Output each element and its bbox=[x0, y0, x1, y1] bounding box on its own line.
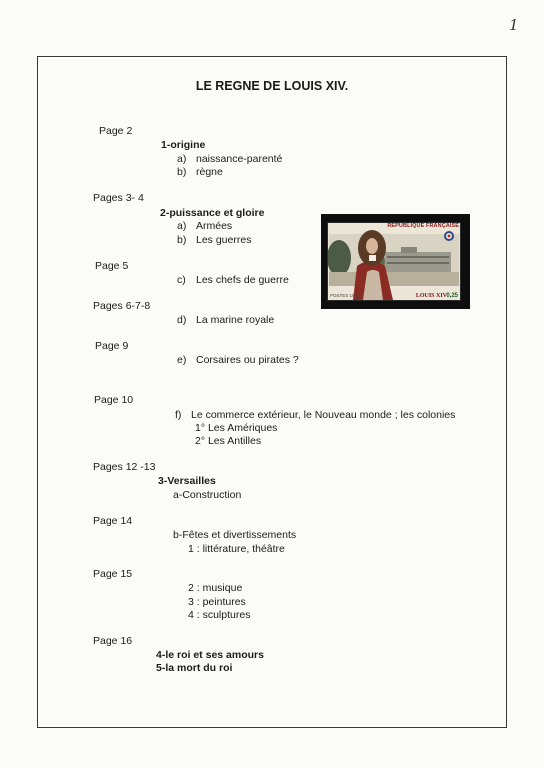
entry-label: a) bbox=[177, 220, 187, 232]
entry-label: c) bbox=[177, 274, 186, 286]
stamp-name: LOUIS XIV bbox=[415, 293, 447, 299]
page-ref-6-8: Pages 6-7-8 bbox=[93, 300, 151, 312]
entry-text: Corsaires ou pirates ? bbox=[196, 354, 299, 366]
entry-label: e) bbox=[177, 354, 187, 366]
page-number: 1 bbox=[509, 16, 519, 34]
toc-entry bbox=[177, 220, 232, 232]
toc-subentry: 2° Les Antilles bbox=[195, 435, 262, 447]
page-ref-15: Page 15 bbox=[93, 568, 133, 580]
toc-entry bbox=[177, 354, 299, 366]
toc-subentry: 4 : sculptures bbox=[188, 609, 251, 621]
entry-label: a) bbox=[177, 153, 187, 165]
section-4-heading: 4-le roi et ses amours bbox=[156, 649, 264, 661]
toc-entry: a-Construction bbox=[173, 489, 242, 501]
stamp-artwork bbox=[327, 222, 461, 301]
page-ref-10: Page 10 bbox=[94, 394, 134, 406]
section-1-heading: 1-origine bbox=[161, 139, 206, 151]
toc-subentry: 1° Les Amériques bbox=[195, 422, 278, 434]
page-ref-3-4: Pages 3- 4 bbox=[93, 192, 144, 204]
section-5-heading: 5-la mort du roi bbox=[156, 662, 233, 674]
toc-entry bbox=[177, 234, 251, 246]
stamp-paper bbox=[327, 222, 461, 301]
section-2-heading: 2-puissance et gloire bbox=[160, 207, 265, 219]
toc-entry bbox=[177, 314, 274, 326]
entry-label: f) bbox=[175, 409, 182, 421]
entry-text: naissance-parenté bbox=[196, 153, 283, 165]
page-title: LE REGNE DE LOUIS XIV. bbox=[195, 79, 349, 93]
entry-text: Armées bbox=[196, 220, 233, 232]
stamp-postes: POSTES 1965 bbox=[330, 293, 360, 298]
entry-text: Le commerce extérieur, le Nouveau monde ; les colonies bbox=[191, 409, 456, 421]
page-ref-2: Page 2 bbox=[99, 125, 133, 137]
louis-xiv-stamp bbox=[321, 214, 470, 309]
stamp-value: 0,25 bbox=[446, 293, 458, 299]
toc-entry bbox=[177, 274, 289, 286]
page-ref-9: Page 9 bbox=[95, 340, 129, 352]
entry-text: Les guerres bbox=[196, 234, 252, 246]
toc-entry bbox=[177, 166, 223, 178]
page-ref-16: Page 16 bbox=[93, 635, 133, 647]
entry-label: b) bbox=[177, 234, 187, 246]
toc-entry bbox=[177, 153, 282, 165]
section-3-heading: 3-Versailles bbox=[158, 475, 216, 487]
entry-text: règne bbox=[196, 166, 223, 178]
toc-subentry: 3 : peintures bbox=[188, 596, 246, 608]
entry-text: Les chefs de guerre bbox=[196, 274, 289, 286]
page-ref-5: Page 5 bbox=[95, 260, 129, 272]
stamp-country: RÉPUBLIQUE FRANÇAISE bbox=[387, 223, 459, 229]
entry-text: La marine royale bbox=[196, 314, 275, 326]
toc-subentry: 2 : musique bbox=[188, 582, 243, 594]
entry-label: d) bbox=[177, 314, 187, 326]
page-ref-14: Page 14 bbox=[93, 515, 133, 527]
toc-entry: b-Fêtes et divertissements bbox=[173, 529, 297, 541]
entry-label: b) bbox=[177, 166, 187, 178]
page-ref-12-13: Pages 12 -13 bbox=[93, 461, 156, 473]
toc-subentry: 1 : littérature, théâtre bbox=[188, 543, 285, 555]
toc-entry bbox=[175, 409, 455, 421]
